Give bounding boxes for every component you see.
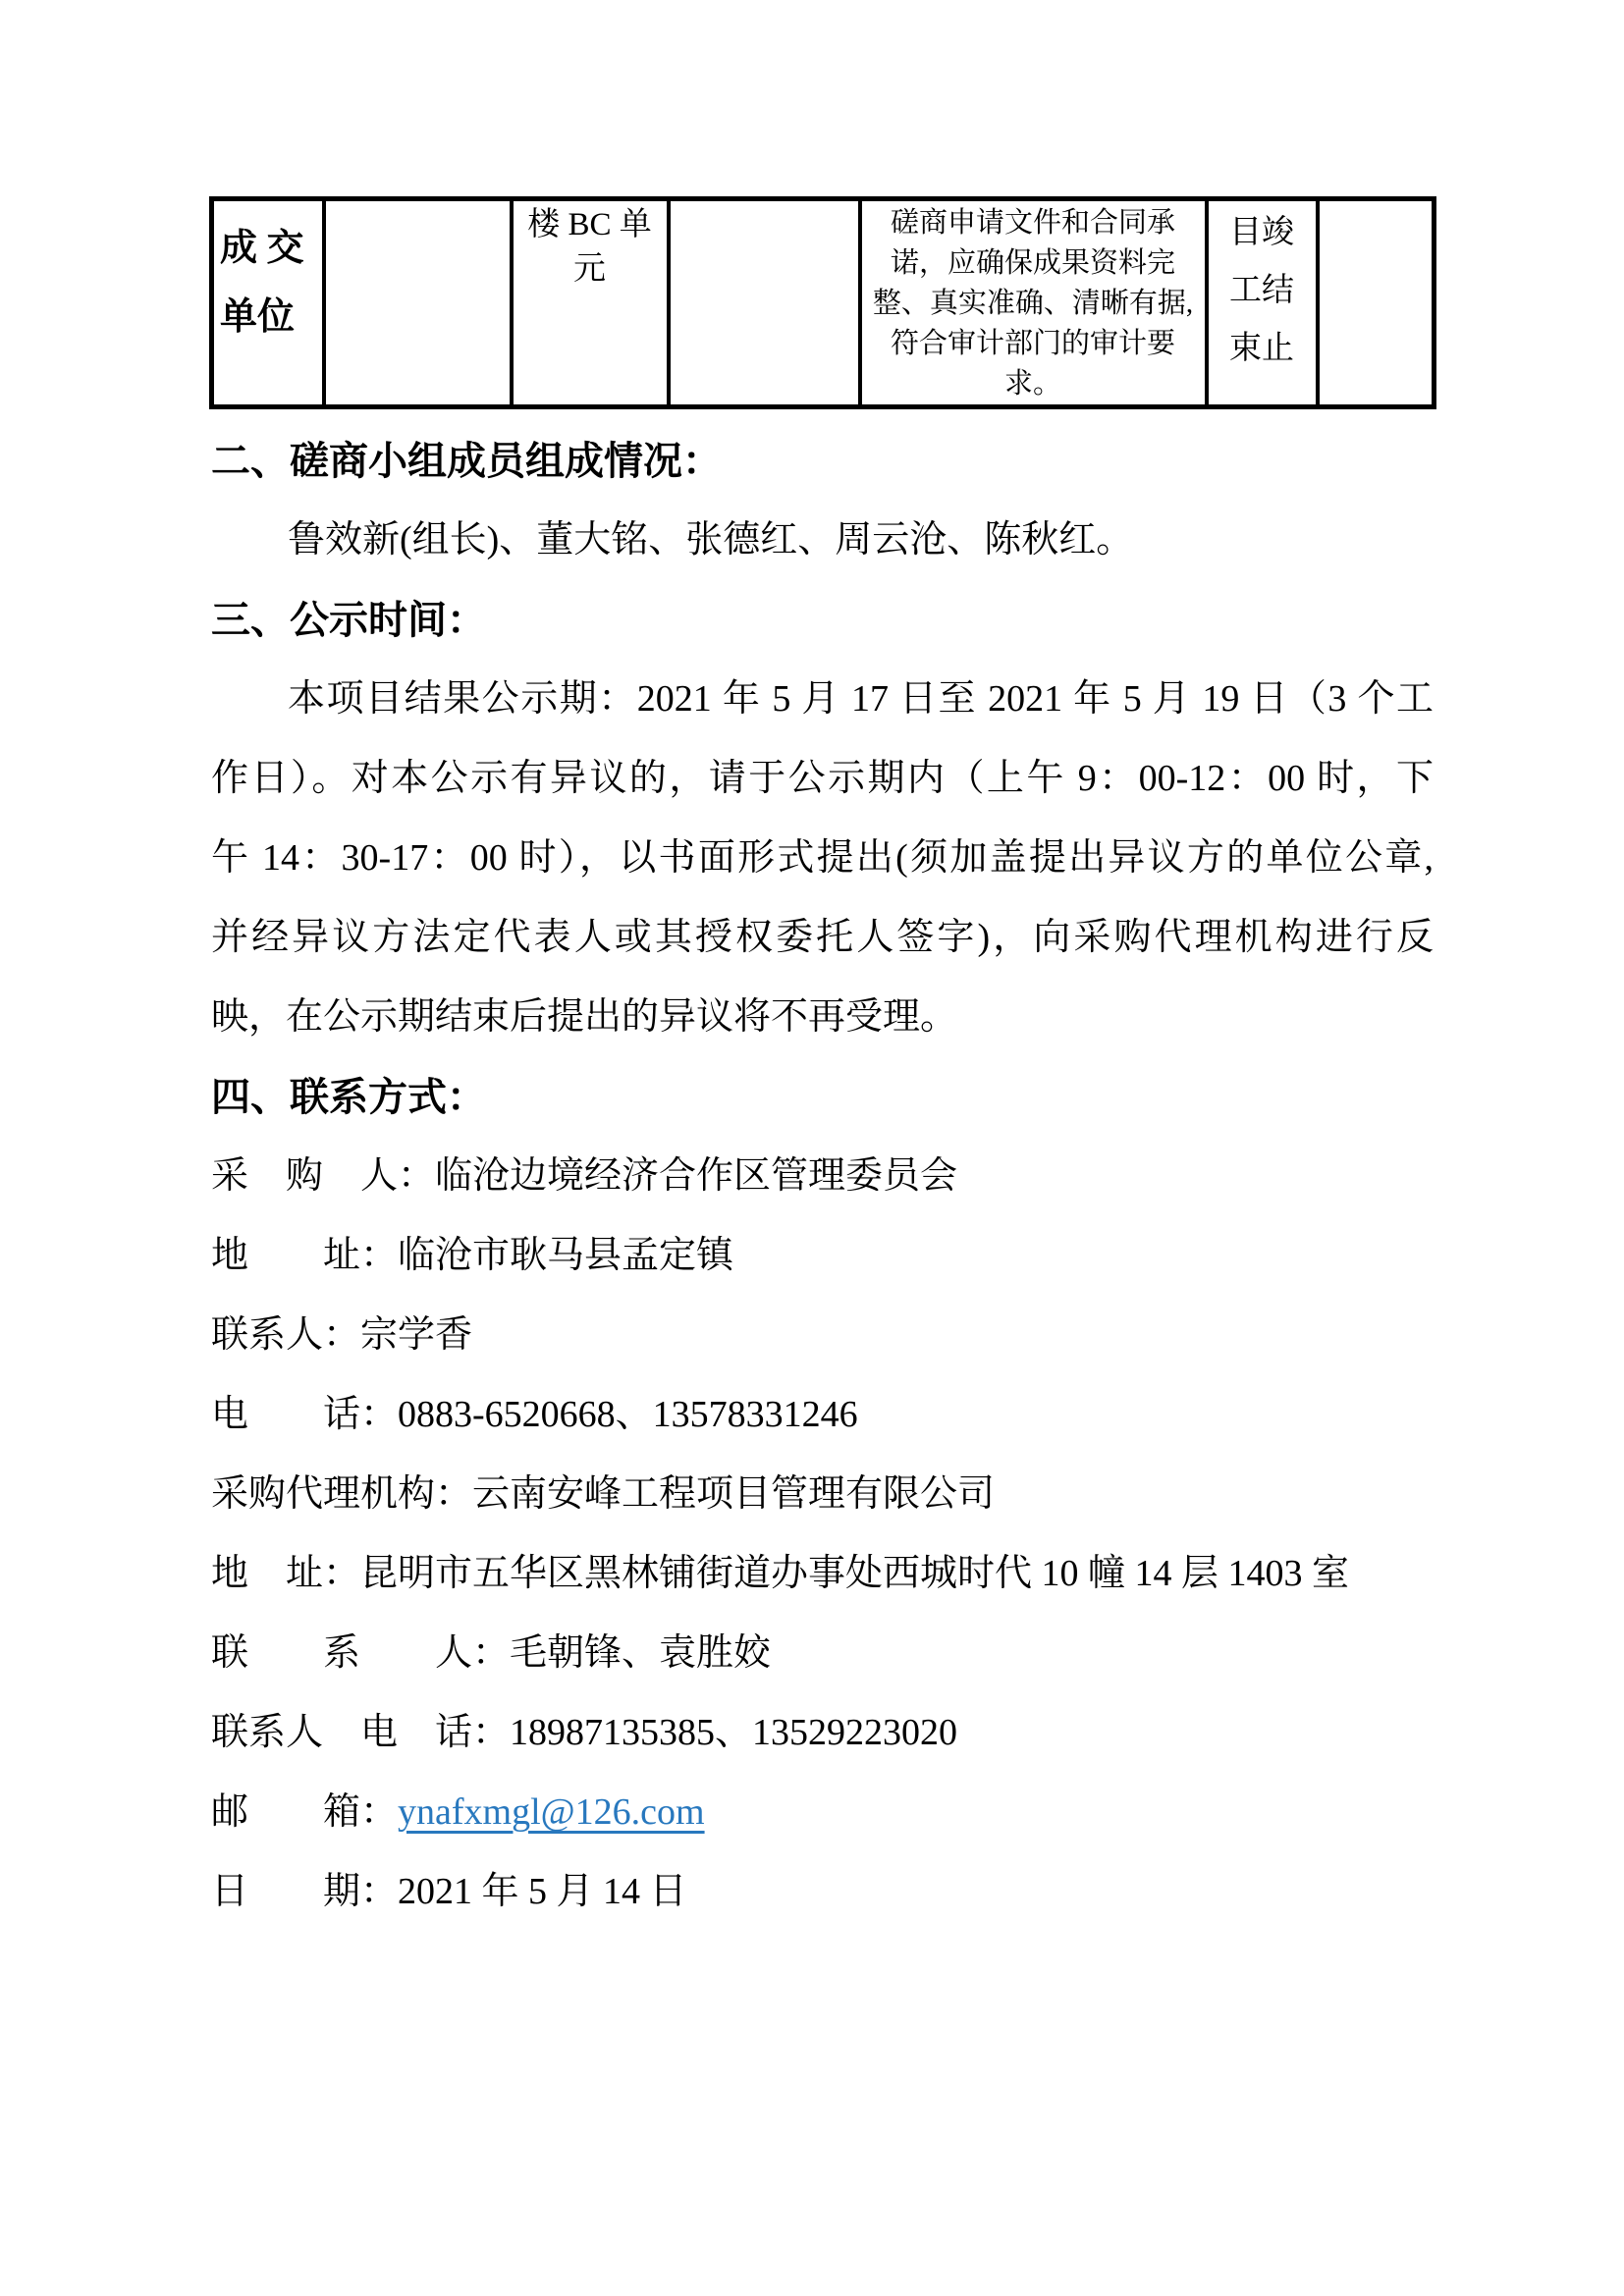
cell-award-unit-header (212, 199, 324, 407)
cell-project-unit (512, 199, 669, 407)
notice-period-line5: 映，在公示期结束后提出的异议将不再受理。 (211, 996, 958, 1038)
commitment-line1: 磋商申请文件和合同承 (890, 207, 1175, 239)
cell-empty-1 (324, 199, 512, 407)
contact-line-agency-phone: 联系人 电 话：18987135385、13529223020 (211, 1712, 958, 1753)
contact-line-purchaser-phone: 电 话：0883-6520668、13578331246 (211, 1394, 858, 1435)
project-unit-line1: 楼 BC 单 (527, 207, 652, 242)
notice-period-line4: 并经异议方法定代表人或其授权委托人签字)，向采购代理机构进行反 (211, 917, 1434, 958)
cell-commitment (860, 199, 1207, 407)
deadline-line1: 目竣 (1229, 215, 1294, 250)
deadline-line2: 工结 (1229, 273, 1294, 308)
notice-period-line3: 午 14：30-17：00 时），以书面形式提出(须加盖提出异议方的单位公章, (211, 837, 1434, 879)
award-result-table (209, 196, 1436, 409)
contact-line-email (211, 1773, 1434, 1852)
contact-line-date: 日 期：2021 年 5 月 14 日 (211, 1871, 687, 1912)
project-unit-line2: 元 (573, 251, 606, 287)
contact-line-agency-address: 地 址：昆明市五华区黑林铺街道办事处西城时代 10 幢 14 层 1403 室 (211, 1553, 1350, 1594)
cell-empty-2 (669, 199, 860, 407)
commitment-line2: 诺，应确保成果资料完 (890, 247, 1175, 279)
contact-line-purchaser: 采 购 人：临沧边境经济合作区管理委员会 (211, 1155, 958, 1197)
notice-period-line2: 作日）。对本公示有异议的，请于公示期内（上午 9：00-12：00 时，下 (211, 758, 1434, 799)
section3-heading: 三、公示时间： (211, 598, 486, 642)
notice-period-line1: 本项目结果公示期：2021 年 5 月 17 日至 2021 年 5 月 19 日（3 个工 (288, 678, 1434, 720)
cell-empty-3 (1318, 199, 1435, 407)
commitment-line5: 求。 (1003, 368, 1061, 400)
panel-members: 鲁效新(组长)、董大铭、张德红、周云沧、陈秋红。 (288, 519, 1134, 561)
table-row (212, 199, 1435, 407)
email-link[interactable]: ynafxmgl@126.com (398, 1791, 705, 1833)
contact-line-agency-contact: 联 系 人：毛朝锋、袁胜姣 (211, 1632, 772, 1674)
contact-line-agency: 采购代理机构：云南安峰工程项目管理有限公司 (211, 1473, 996, 1515)
contact-line-purchaser-address: 地 址：临沧市耿马县孟定镇 (211, 1235, 734, 1276)
section4-heading: 四、联系方式： (211, 1075, 486, 1119)
document-body (211, 421, 1434, 1932)
award-unit-label-line2: 单位 (220, 296, 296, 338)
award-unit-label-line1: 成 交 (220, 228, 304, 269)
contact-line-purchaser-contact: 联系人：宗学香 (211, 1314, 473, 1356)
section2-heading: 二、磋商小组成员组成情况： (211, 439, 722, 483)
commitment-line3: 整、真实准确、清晰有据, (872, 288, 1194, 319)
deadline-line3: 束止 (1229, 331, 1294, 366)
email-label: 邮 箱： (211, 1791, 399, 1833)
commitment-line4: 符合审计部门的审计要 (890, 328, 1175, 359)
cell-deadline (1207, 199, 1318, 407)
